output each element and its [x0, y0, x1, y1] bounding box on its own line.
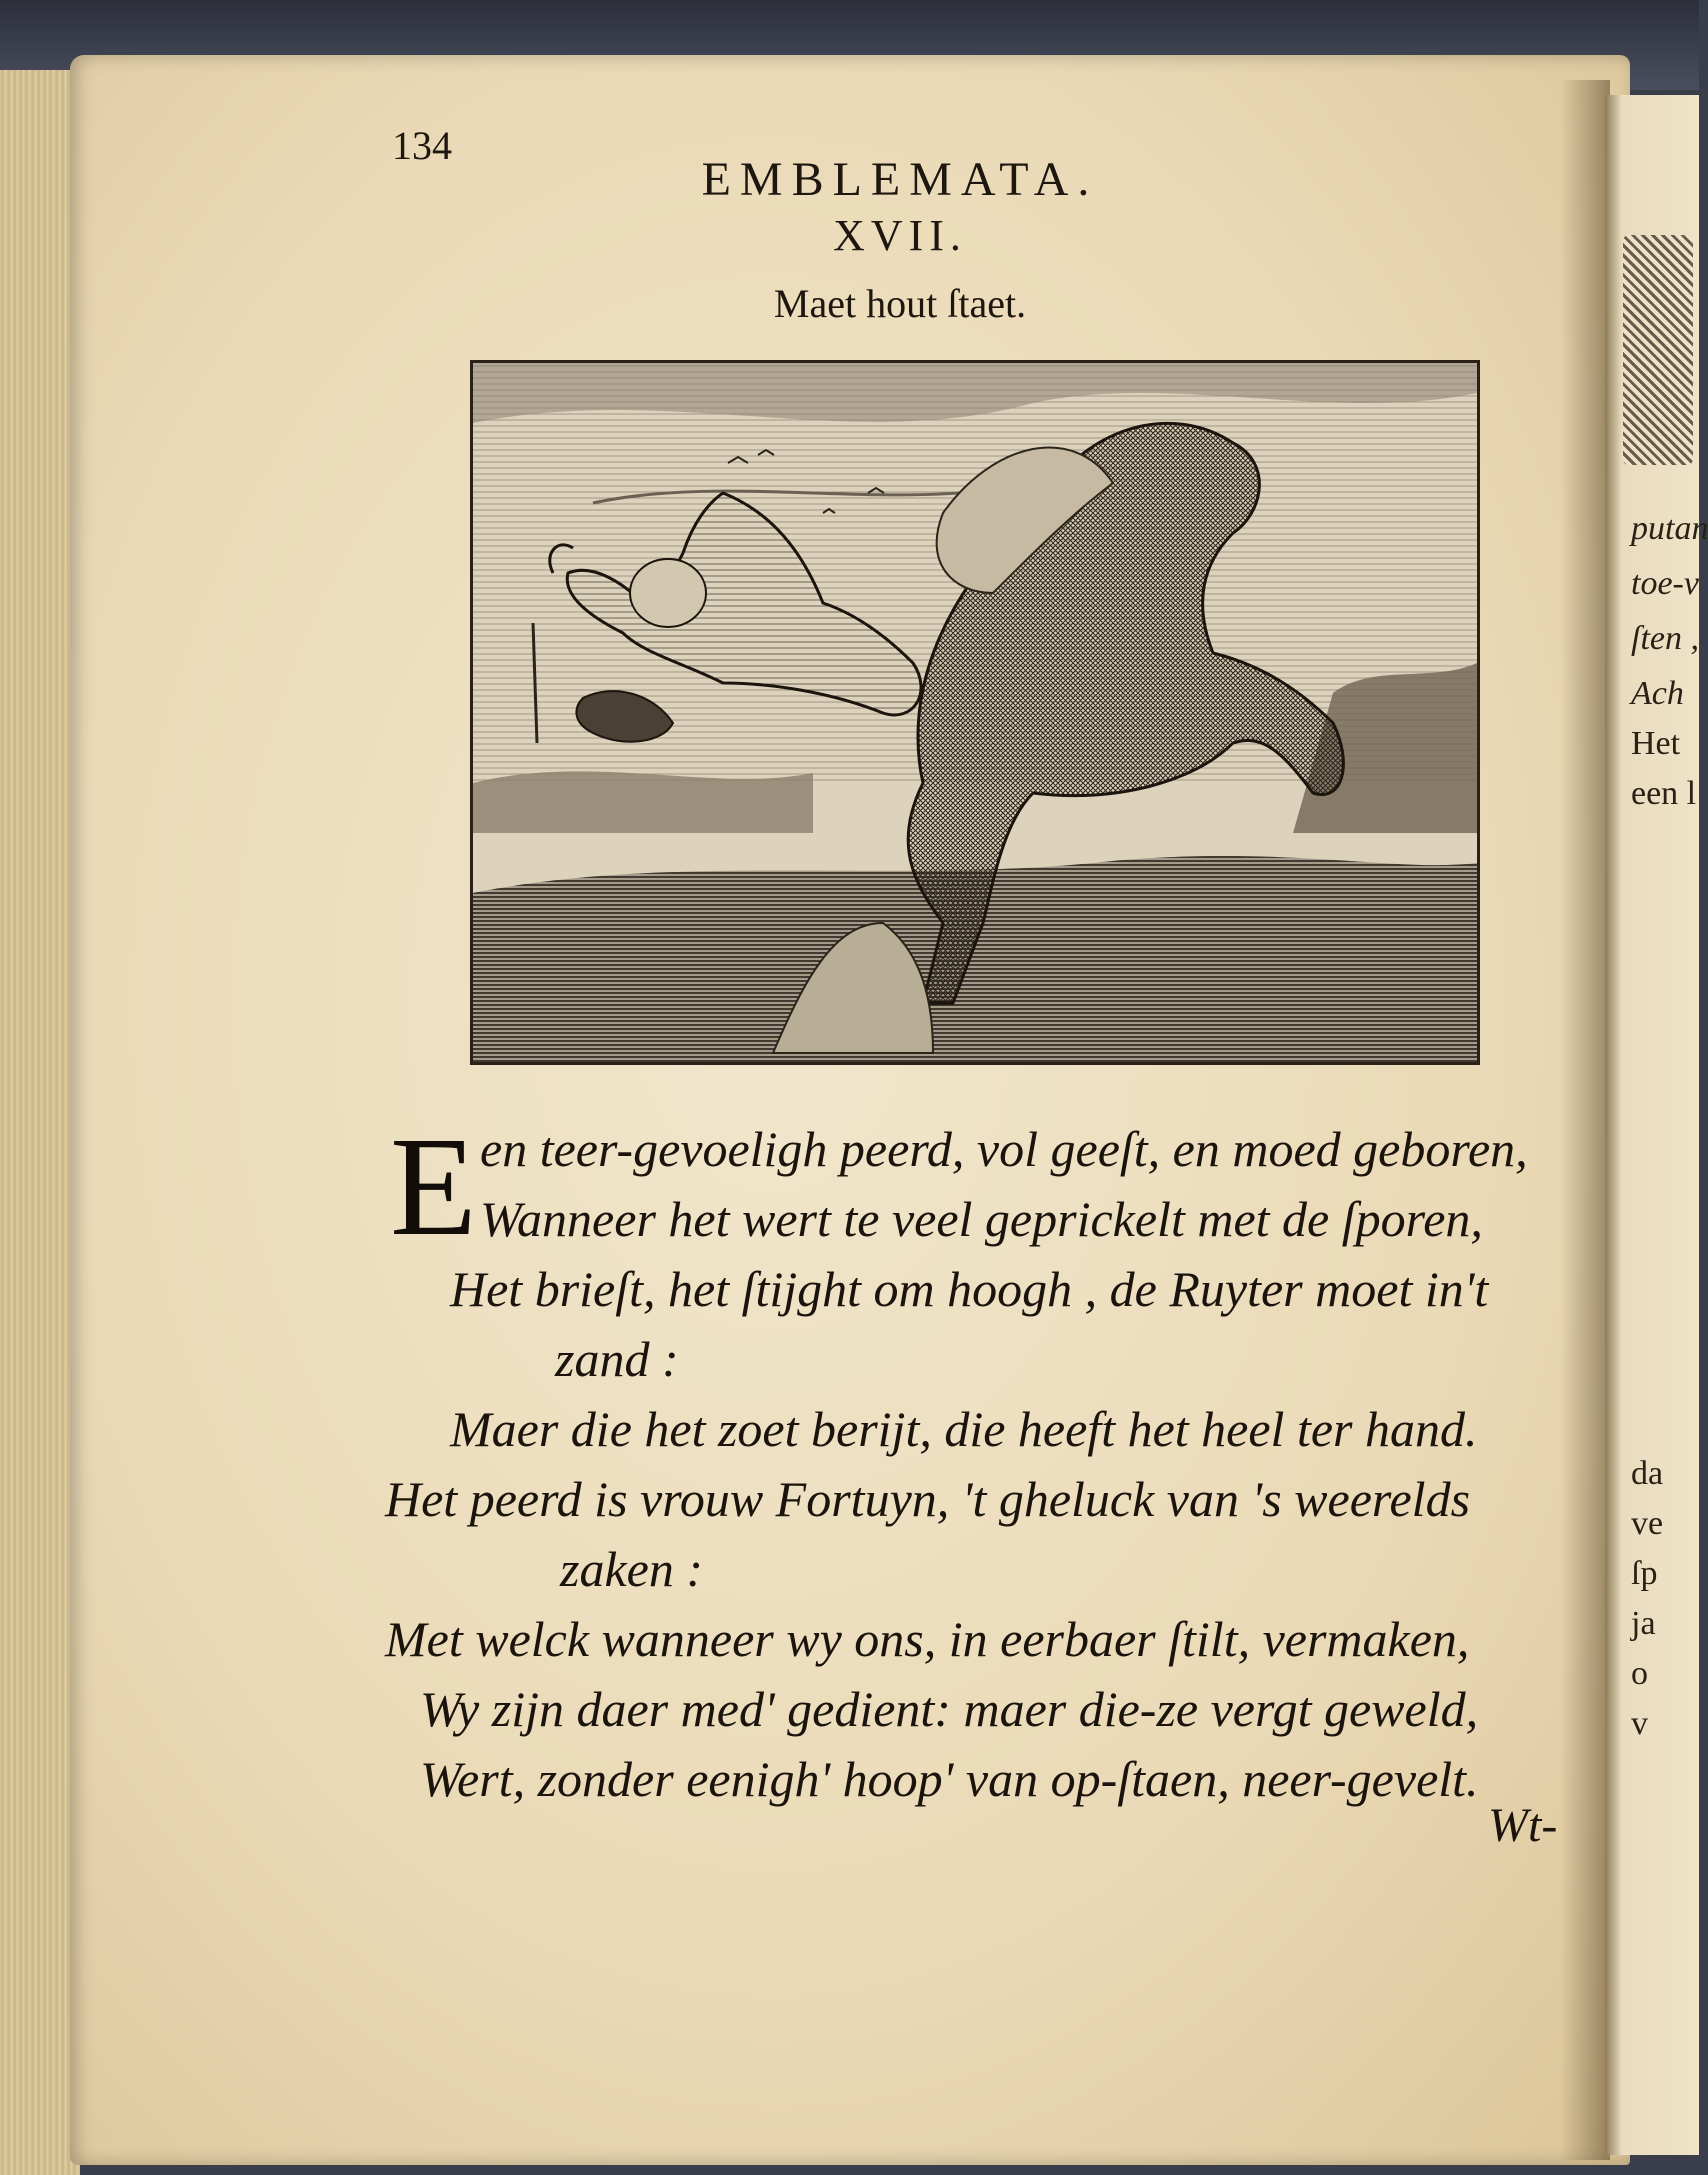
facing-fragment: da: [1631, 1455, 1664, 1492]
rider-head: [630, 559, 706, 627]
ornamental-initial-icon: [1623, 235, 1693, 465]
facing-fragment: ve: [1631, 1505, 1664, 1542]
emblem-poem: [385, 1105, 1565, 1865]
emblem-number: XVII.: [833, 211, 967, 260]
distant-trees: [473, 771, 813, 833]
poem-line: zaken :: [560, 1541, 703, 1597]
page-number: 134: [392, 123, 452, 168]
poem-line: zand :: [555, 1331, 679, 1387]
book-page-edges: [0, 70, 80, 2175]
catchword: Wt-: [1488, 1799, 1558, 1852]
poem-line: Wert, zonder eenigh' hoop' van op-ſtaen, neer-gevelt.: [420, 1751, 1479, 1807]
emblem-engraving: [470, 360, 1480, 1065]
facing-fragment: ja: [1631, 1605, 1656, 1642]
poem-line: Maer die het zoet berijt, die heeft het heel ter hand.: [450, 1401, 1478, 1457]
facing-fragment: Het: [1631, 725, 1681, 762]
facing-fragment: ſp: [1631, 1555, 1658, 1592]
poem-line: Wy zijn daer med' gedient: maer die-ze vergt geweld,: [420, 1681, 1479, 1737]
drop-cap: E: [390, 1107, 477, 1265]
facing-fragment: een l: [1631, 775, 1697, 812]
poem-line: Met welck wanneer wy ons, in eerbaer ſtilt, vermaken,: [385, 1611, 1470, 1667]
facing-fragment: ſten ,: [1631, 620, 1699, 657]
emblem-motto: Maet hout ſtaet.: [773, 281, 1027, 326]
facing-fragment: putan: [1631, 510, 1708, 547]
poem-line: Wanneer het wert te veel geprickelt met de ſporen,: [480, 1191, 1483, 1247]
horse-and-rider-illustration: [473, 363, 1477, 1062]
running-head: EMBLEMATA.: [701, 153, 1099, 206]
facing-fragment: v: [1631, 1705, 1648, 1742]
facing-fragment: Ach: [1631, 675, 1684, 712]
poem-line: en teer-gevoeligh peerd, vol geeſt, en moed geboren,: [480, 1121, 1528, 1177]
facing-fragment: toe-v: [1631, 565, 1699, 602]
facing-page: [1605, 95, 1708, 2155]
poem-line: Het peerd is vrouw Fortuyn, 't gheluck van 's weerelds: [385, 1471, 1471, 1527]
book-gutter: [1560, 80, 1610, 2160]
facing-fragment: o: [1631, 1655, 1648, 1692]
poem-line: Het brieſt, het ſtijght om hoogh , de Ruyter moet in't: [450, 1261, 1489, 1317]
